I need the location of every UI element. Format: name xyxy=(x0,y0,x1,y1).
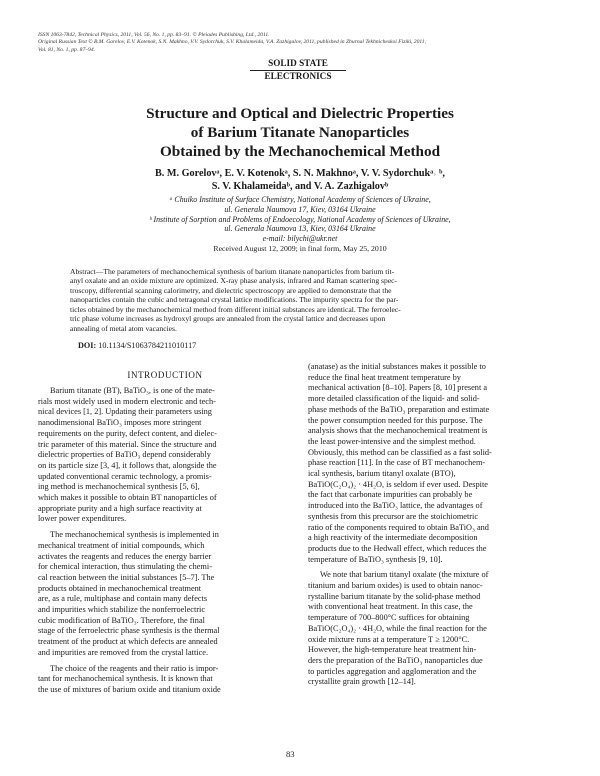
author-list xyxy=(60,168,540,193)
right-column xyxy=(308,362,564,688)
section-label-line1: SOLID STATE xyxy=(268,58,328,68)
body-line: Barium titanate (BT), BaTiO₃, is one of the mate- xyxy=(50,386,215,395)
body-line: synthesis from this precursor are the stoichiometric xyxy=(308,511,479,521)
body-line: the power consumption needed for this purpose. The xyxy=(308,415,483,425)
body-line: products due to the Hedwall effect, which reduces the xyxy=(308,543,487,553)
body-line: the fact that carbonate impurities can probably be xyxy=(308,490,473,500)
section-label-line2: ELECTRONICS xyxy=(264,71,332,81)
body-line: treatment of the product at which defects are annealed xyxy=(38,637,218,647)
header-line: ISSN 1063-7842, Technical Physics, 2011, Vol. 56, No. 1, pp. 83–91. © Pleiades Publishing, Ltd., 2011. xyxy=(38,32,270,38)
affiliation-line: ul. Generala Naumova 13, Kiev, 03164 Ukraine xyxy=(224,224,376,234)
body-line: BaTiO(C₂O₄)₂ · 4H₂O, while the final reaction for the xyxy=(308,623,487,633)
body-line: requirements on the purity, defect content, and dielec- xyxy=(38,428,217,438)
body-line: rials most widely used in modern electronic and tech- xyxy=(38,396,216,406)
body-line: We note that barium titanyl oxalate (the mixture of xyxy=(320,570,489,580)
body-line: and impurities are removed from the crystal lattice. xyxy=(38,647,209,657)
body-line: However, the high-temperature heat treatment hin- xyxy=(308,645,477,655)
authors-line: S. V. Khalameidaᵇ, and V. A. Zazhigalovᵇ xyxy=(211,180,389,192)
body-line: reduce the final heat treatment temperature by xyxy=(308,372,461,382)
header-line: Original Russian Text © B.M. Gorelov, E.V. Kotenok, S.N. Makhno, V.V. Sydorchuk, S.V. Khalameida, V.A. Zazhigalov, 2011, published in Zhurnal Tekhnicheskoi Fiziki, 2011, xyxy=(38,39,426,46)
body-line: ders the preparation of the BaTiO₃ nanoparticles due xyxy=(308,655,483,665)
abstract-line: nanoparticles contain the cubic and tetragonal crystal lattice modifications. The impurity spectra for the par- xyxy=(70,295,399,305)
body-line: updated conventional ceramic technology, a promis- xyxy=(38,471,212,481)
title-line: Obtained by the Mechanochemical Method xyxy=(159,143,441,161)
body-line: mechanical activation [8–10]. Papers [8, 10] present a xyxy=(308,383,488,393)
abstract-line: tric phase volume increases as hydroxyl groups are annealed from the crystal lattice and decreases upon xyxy=(70,314,386,324)
body-line: nical devices [1, 2]. Updating their parameters using xyxy=(38,407,212,417)
abstract-line: Abstract—The parameters of mechanochemical synthesis of barium titanate nanoparticles from barium tit- xyxy=(70,267,395,276)
abstract xyxy=(70,267,522,333)
body-line: temperature of 700–800°C suffices for obtaining xyxy=(308,613,470,623)
doi-label: DOI: xyxy=(78,341,97,350)
body-line: are, as a rule, multiphase and contain many defects xyxy=(38,594,208,604)
body-line: stage of the ferroelectric phase synthesis is the thermal xyxy=(38,626,220,636)
title-line: of Barium Titanate Nanoparticles xyxy=(190,124,410,142)
section-heading-introduction: INTRODUCTION xyxy=(127,370,203,380)
header-line: Vol. 81, No. 1, pp. 87–94. xyxy=(38,46,96,53)
body-line: to particles aggregation and agglomeration and the xyxy=(308,666,477,676)
body-line: mechanical treatment of initial compounds, which xyxy=(38,540,205,550)
abstract-line: annealing of metal atom vacancies. xyxy=(70,323,177,333)
page-number: 83 xyxy=(286,749,295,759)
title-line: Structure and Optical and Dielectric Properties xyxy=(146,105,454,122)
body-line: more detailed classification of the liquid- and solid- xyxy=(308,394,480,404)
abstract-line: anyl oxalate and an oxide mixture are optimized. X-ray phase analysis, infrared and Raman scattering spec- xyxy=(70,276,398,286)
body-line: oxide mixture runs at a temperature T ≥ 1200°C. xyxy=(308,634,470,644)
body-line: cubic modification of BaTiO₃. Therefore, the final xyxy=(38,615,205,625)
body-line: rystalline barium titanate by the solid-phase method xyxy=(308,591,481,601)
body-line: dielectric properties of BaTiO₃ depend considerably xyxy=(38,450,211,460)
body-line: a high reactivity of the intermediate decomposition xyxy=(308,533,478,543)
body-line: ical synthesis, barium titanyl oxalate (BTO), xyxy=(308,469,456,479)
paper-title xyxy=(60,104,540,162)
body-line: the use of mixtures of barium oxide and titanium oxide xyxy=(38,684,221,694)
body-line: (anatase) as the initial substances makes it possible to xyxy=(308,362,486,371)
body-line: the least power-intensive and the simplest method. xyxy=(308,436,476,446)
body-line: ratio of the components required to obtain BaTiO₃ and xyxy=(308,522,489,532)
body-line: nanodimensional BaTiO₃ imposes more stringent xyxy=(38,418,202,428)
body-line: lower power expenditures. xyxy=(38,514,127,524)
affiliation-line: ᵇ Institute of Sorption and Problems of Endoecology, National Academy of Sciences of Ukraine, xyxy=(149,214,451,224)
body-line: with conventional heat treatment. In this case, the xyxy=(308,602,473,612)
doi-link[interactable]: 10.1134/S1063784211010117 xyxy=(98,341,197,350)
body-line: temperature of BaTiO₃ synthesis [9, 10]. xyxy=(308,554,443,564)
body-line: phase methods of the BaTiO₃ preparation and estimate xyxy=(308,404,490,414)
body-line: cal reaction between the initial substances [5–7]. The xyxy=(38,572,215,582)
journal-header xyxy=(38,32,568,54)
abstract-line: troscopy, differential scanning calorimetry, and dielectric spectroscopy are applied to demonstrate that the xyxy=(70,285,392,295)
doi xyxy=(78,341,196,350)
affiliation-line: ᵃ Chuiko Institute of Surface Chemistry, National Academy of Sciences of Ukraine, xyxy=(169,195,431,204)
abstract-line: ticles obtained by the mechanochemical method from different initial substances are identical. The ferroelec- xyxy=(70,304,401,314)
body-line: on its particle size [3, 4], it follows that, alongside the xyxy=(38,460,217,470)
affiliation-line: ul. Generala Naumova 17, Kiev, 03164 Ukraine xyxy=(224,204,376,214)
body-line: The mechanochemical synthesis is implemented in xyxy=(50,530,219,540)
paragraph xyxy=(38,386,292,525)
body-line: activates the reagents and reduces the energy barrier xyxy=(38,551,212,561)
left-column xyxy=(38,386,292,696)
paragraph xyxy=(38,664,292,696)
body-line: phase reaction [11]. In the case of BT mechanochem- xyxy=(308,458,486,468)
paragraph xyxy=(38,530,292,658)
body-line: titanium and barium oxides) is used to obtain nanoc- xyxy=(308,581,483,591)
body-line: Obviously, this method can be classified as a fast solid- xyxy=(308,447,492,457)
body-line: which makes it possible to obtain BT nanoparticles of xyxy=(38,493,217,503)
body-line: products obtained in mechanochemical treatment xyxy=(38,583,202,593)
body-line: for chemical interaction, thus stimulating the chemi- xyxy=(38,562,212,572)
email-line: e-mail: bilychi@ukr.net xyxy=(262,234,338,244)
paragraph xyxy=(308,570,564,688)
body-line: BaTiO(C₂O₄)₂ · 4H₂O, is seldom if ever used. Despite xyxy=(308,479,488,489)
body-line: introduced into the BaTiO₃ lattice, the advantages of xyxy=(308,501,483,511)
body-line: The choice of the reagents and their ratio is impor- xyxy=(50,663,219,673)
body-line: and impurities which stabilize the nonferroelectric xyxy=(38,605,206,615)
authors-line: B. M. Gorelovᵃ, E. V. Kotenokᵃ, S. N. Makhnoᵃ, V. V. Sydorchukᵃ˒ ᵇ, xyxy=(155,168,445,179)
received-dates: Received August 12, 2009; in final form, May 25, 2010 xyxy=(213,244,387,253)
body-line: tric parameter of this material. Since the structure and xyxy=(38,439,217,449)
body-line: analysis shows that the mechanochemical treatment is xyxy=(308,426,488,436)
body-line: tant for mechanochemical synthesis. It is known that xyxy=(38,674,213,684)
body-line: appropriate purity and a high surface reactivity at xyxy=(38,503,202,513)
affiliations xyxy=(60,195,540,244)
body-line: ing method is mechanochemical synthesis [5, 6], xyxy=(38,482,200,492)
paragraph xyxy=(308,362,564,565)
body-line: crystallite grain growth [12–14]. xyxy=(308,677,416,687)
